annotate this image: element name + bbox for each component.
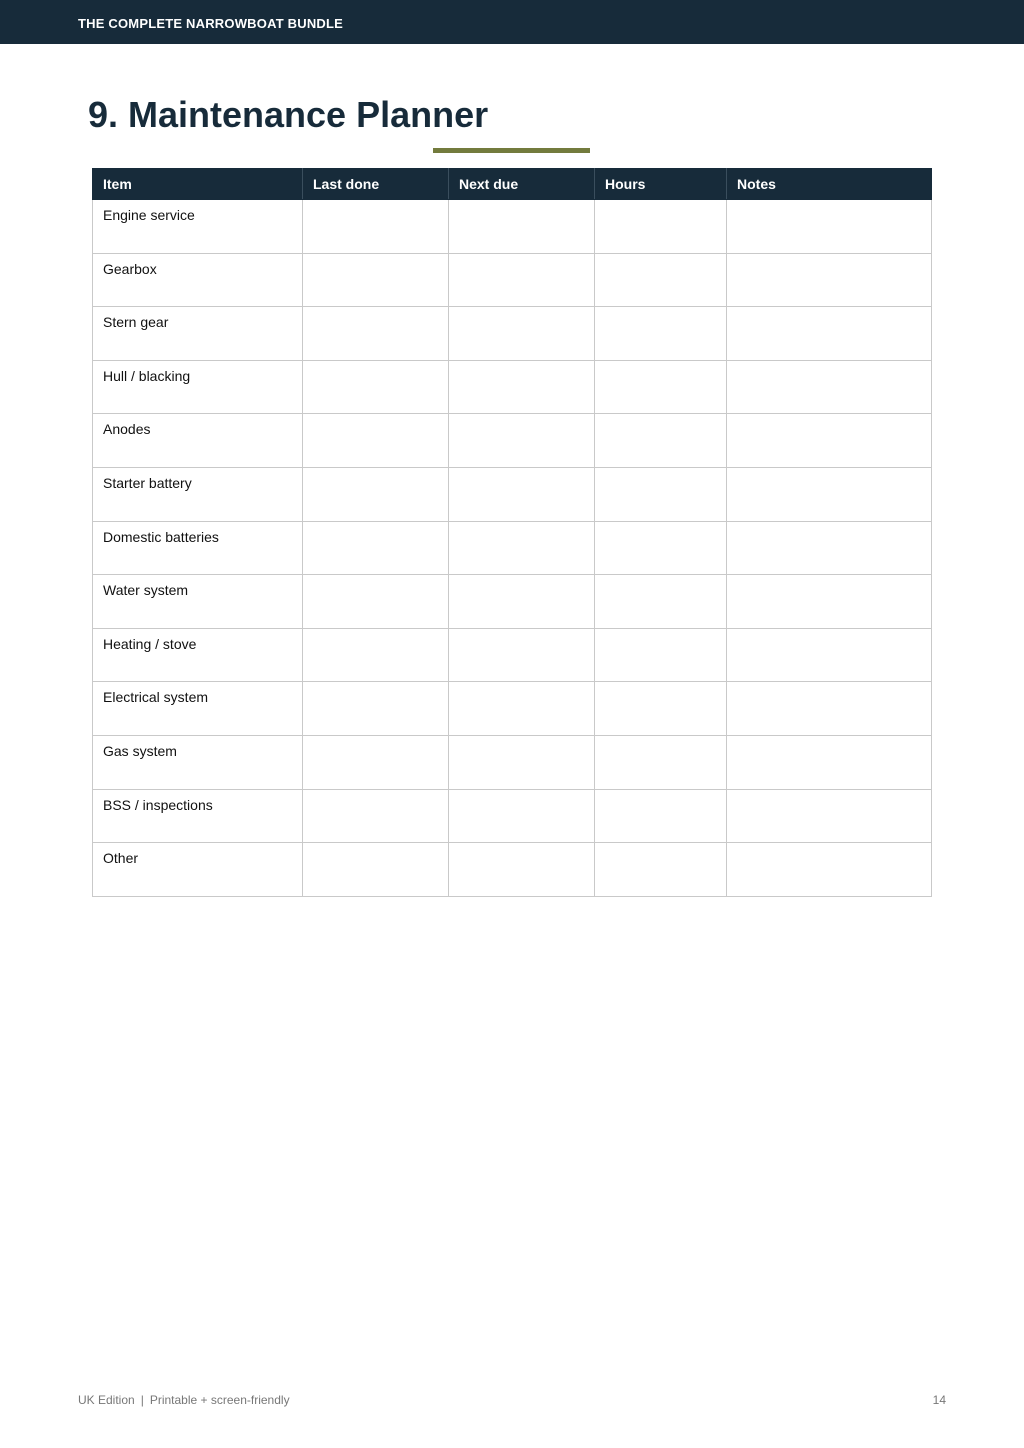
table-row [93, 414, 932, 468]
cell-last-done[interactable] [303, 253, 449, 307]
cell-item: Anodes [93, 414, 303, 468]
table-body [93, 200, 932, 897]
cell-last-done[interactable] [303, 467, 449, 521]
cell-next-due[interactable] [449, 789, 595, 843]
table-row [93, 789, 932, 843]
table-row [93, 735, 932, 789]
cell-notes[interactable] [727, 307, 932, 361]
cell-item: Hull / blacking [93, 360, 303, 414]
footer-format-note: Printable + screen-friendly [149, 1393, 290, 1407]
cell-hours[interactable] [595, 789, 727, 843]
column-header-notes: Notes [727, 169, 932, 200]
cell-last-done[interactable] [303, 414, 449, 468]
cell-hours[interactable] [595, 735, 727, 789]
bundle-title: THE COMPLETE NARROWBOAT BUNDLE [78, 16, 344, 31]
cell-notes[interactable] [727, 575, 932, 629]
cell-next-due[interactable] [449, 843, 595, 897]
cell-hours[interactable] [595, 682, 727, 736]
table-row [93, 843, 932, 897]
cell-next-due[interactable] [449, 521, 595, 575]
cell-hours[interactable] [595, 307, 727, 361]
cell-notes[interactable] [727, 843, 932, 897]
cell-last-done[interactable] [303, 789, 449, 843]
cell-item: Electrical system [93, 682, 303, 736]
header-bar [0, 0, 1024, 44]
cell-last-done[interactable] [303, 628, 449, 682]
footer-separator: | [140, 1393, 144, 1407]
cell-last-done[interactable] [303, 360, 449, 414]
cell-item: Gas system [93, 735, 303, 789]
cell-hours[interactable] [595, 414, 727, 468]
table-row [93, 200, 932, 254]
column-header-hours: Hours [595, 169, 727, 200]
cell-item: Water system [93, 575, 303, 629]
table-row [93, 467, 932, 521]
cell-item: Engine service [93, 200, 303, 254]
table-row [93, 682, 932, 736]
cell-item: BSS / inspections [93, 789, 303, 843]
table-row [93, 307, 932, 361]
cell-last-done[interactable] [303, 682, 449, 736]
cell-notes[interactable] [727, 360, 932, 414]
cell-next-due[interactable] [449, 735, 595, 789]
cell-next-due[interactable] [449, 360, 595, 414]
cell-hours[interactable] [595, 843, 727, 897]
table-row [93, 253, 932, 307]
cell-next-due[interactable] [449, 467, 595, 521]
table-header [93, 169, 932, 200]
cell-next-due[interactable] [449, 200, 595, 254]
cell-item: Domestic batteries [93, 521, 303, 575]
cell-item: Gearbox [93, 253, 303, 307]
cell-notes[interactable] [727, 200, 932, 254]
cell-hours[interactable] [595, 628, 727, 682]
cell-last-done[interactable] [303, 735, 449, 789]
table-row [93, 360, 932, 414]
cell-notes[interactable] [727, 521, 932, 575]
column-header-next-due: Next due [449, 169, 595, 200]
cell-notes[interactable] [727, 628, 932, 682]
cell-item: Other [93, 843, 303, 897]
page-title: 9. Maintenance Planner [88, 94, 489, 135]
cell-item: Stern gear [93, 307, 303, 361]
cell-notes[interactable] [727, 735, 932, 789]
column-header-last-done: Last done [303, 169, 449, 200]
page-number: 14 [932, 1393, 946, 1407]
table-row [93, 628, 932, 682]
cell-last-done[interactable] [303, 843, 449, 897]
cell-next-due[interactable] [449, 628, 595, 682]
cell-next-due[interactable] [449, 414, 595, 468]
cell-next-due[interactable] [449, 575, 595, 629]
cell-notes[interactable] [727, 682, 932, 736]
cell-next-due[interactable] [449, 253, 595, 307]
footer-edition: UK Edition [78, 1393, 135, 1407]
table-header-row [93, 169, 932, 200]
cell-item: Heating / stove [93, 628, 303, 682]
cell-notes[interactable] [727, 253, 932, 307]
cell-last-done[interactable] [303, 307, 449, 361]
cell-notes[interactable] [727, 789, 932, 843]
column-header-item: Item [93, 169, 303, 200]
table-row [93, 575, 932, 629]
table-row [93, 521, 932, 575]
cell-next-due[interactable] [449, 307, 595, 361]
cell-item: Starter battery [93, 467, 303, 521]
cell-hours[interactable] [595, 200, 727, 254]
cell-notes[interactable] [727, 414, 932, 468]
cell-last-done[interactable] [303, 200, 449, 254]
cell-hours[interactable] [595, 575, 727, 629]
footer-info [78, 1393, 290, 1407]
maintenance-planner-table [92, 168, 932, 897]
cell-last-done[interactable] [303, 575, 449, 629]
cell-notes[interactable] [727, 467, 932, 521]
cell-hours[interactable] [595, 253, 727, 307]
cell-last-done[interactable] [303, 521, 449, 575]
cell-next-due[interactable] [449, 682, 595, 736]
title-accent-rule [433, 148, 590, 153]
cell-hours[interactable] [595, 521, 727, 575]
cell-hours[interactable] [595, 360, 727, 414]
cell-hours[interactable] [595, 467, 727, 521]
